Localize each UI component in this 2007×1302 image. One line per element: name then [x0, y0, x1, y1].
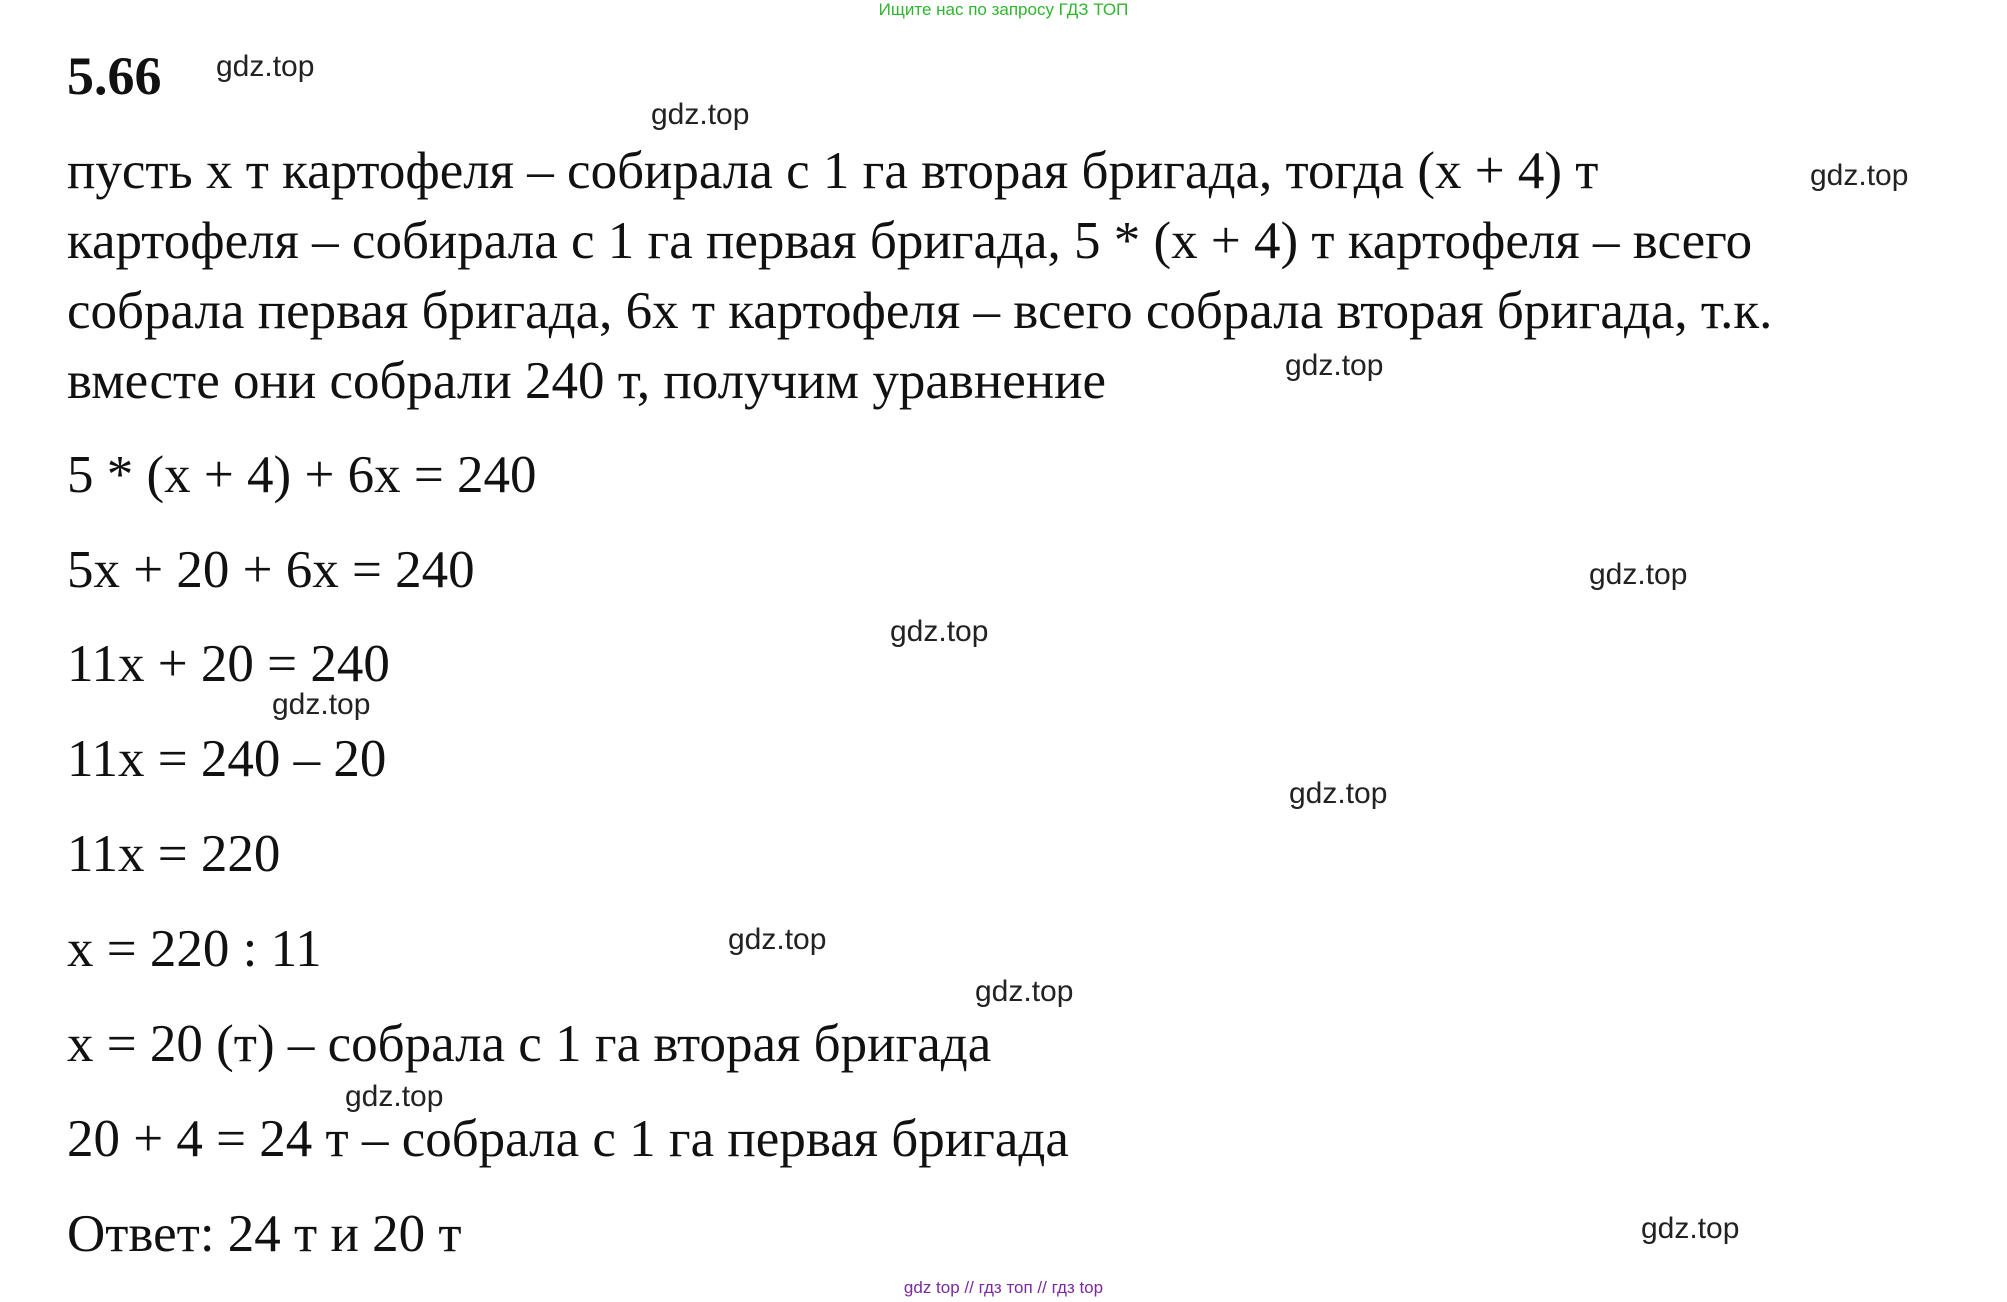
paragraph-line-2: картофеля – собирала с 1 га первая бригада, 5 * (х + 4) т картофеля – всего [67, 212, 1753, 270]
watermark: gdz.top [890, 615, 989, 648]
watermark: gdz.top [1641, 1212, 1740, 1245]
watermark: gdz.top [1289, 777, 1388, 810]
watermark: gdz.top [728, 923, 827, 956]
watermark: gdz.top [216, 50, 315, 83]
equation-7: х = 20 (т) – собрала с 1 га вторая бригада [67, 1015, 992, 1073]
watermark: gdz.top [1285, 349, 1384, 382]
footer-text: gdz top // гдз топ // гдз top [903, 1278, 1104, 1297]
equation-4: 11х = 240 – 20 [67, 730, 387, 788]
equation-8: 20 + 4 = 24 т – собрала с 1 га первая бригада [67, 1110, 1069, 1168]
watermark: gdz.top [345, 1080, 444, 1113]
watermark: gdz.top [1589, 558, 1688, 591]
answer-line: Ответ: 24 т и 20 т [67, 1205, 462, 1263]
paragraph-line-1: пусть х т картофеля – собирала с 1 га вторая бригада, тогда (х + 4) т [67, 142, 1599, 200]
watermark: gdz.top [272, 688, 371, 721]
paragraph-line-3: собрала первая бригада, 6х т картофеля – всего собрала вторая бригада, т.к. [67, 282, 1773, 340]
watermark: gdz.top [1810, 159, 1909, 192]
equation-6: х = 220 : 11 [67, 920, 322, 978]
top-banner: Ищите нас по запросу ГДЗ ТОП [878, 0, 1129, 19]
paragraph-line-4: вместе они собрали 240 т, получим уравнение [67, 352, 1107, 410]
equation-5: 11х = 220 [67, 825, 281, 883]
watermark: gdz.top [975, 975, 1074, 1008]
equation-3: 11х + 20 = 240 [67, 635, 390, 693]
watermark: gdz.top [651, 98, 750, 131]
problem-number: 5.66 [67, 46, 162, 106]
equation-2: 5х + 20 + 6х = 240 [67, 541, 475, 599]
equation-1: 5 * (х + 4) + 6х = 240 [67, 446, 537, 504]
